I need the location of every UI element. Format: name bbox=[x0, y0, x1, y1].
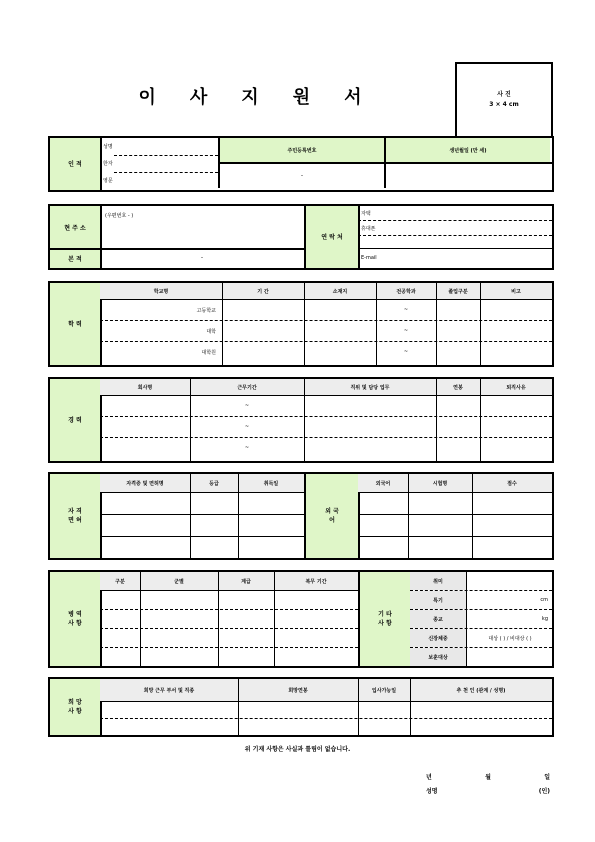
career-header-company: 회사명 bbox=[100, 379, 190, 395]
name-hanja-field[interactable]: 한자 bbox=[103, 161, 113, 167]
career-section bbox=[48, 377, 554, 463]
military-header-branch: 군별 bbox=[140, 572, 218, 590]
misc-row-religion: 종교 bbox=[410, 610, 466, 628]
career-header-salary: 연봉 bbox=[436, 379, 480, 395]
name-korean-field[interactable]: 성명 bbox=[103, 144, 113, 150]
confirmation-statement: 위 기재 사항은 사실과 틀림이 없습니다. bbox=[244, 746, 351, 753]
desired-label: 희 망 사 항 bbox=[50, 679, 102, 735]
license-section bbox=[48, 472, 554, 560]
edu-header-graduation: 졸업구분 bbox=[436, 283, 480, 299]
domicile-input[interactable]: – bbox=[200, 255, 204, 261]
edu-period-1[interactable]: ~ bbox=[403, 307, 409, 313]
mobile-phone-field[interactable]: 휴대폰 bbox=[361, 225, 376, 232]
photo-box[interactable] bbox=[455, 62, 553, 138]
lang-header-test: 시험명 bbox=[408, 474, 472, 492]
military-section bbox=[48, 570, 554, 668]
edu-header-major: 전공학과 bbox=[376, 283, 436, 299]
career-header-period: 근무기간 bbox=[190, 379, 304, 395]
misc-row-veteran: 보훈대상 bbox=[410, 648, 466, 666]
personal-label: 인 적 bbox=[50, 138, 102, 190]
license-header-date: 취득일 bbox=[238, 474, 304, 492]
photo-label: 사 진 bbox=[497, 91, 511, 98]
education-label: 학 력 bbox=[50, 283, 102, 365]
career-header-reason: 퇴직사유 bbox=[480, 379, 552, 395]
edu-row-university[interactable]: 대학 bbox=[206, 328, 216, 335]
misc-row-skill: 특기 bbox=[410, 591, 466, 609]
email-field[interactable]: E-mail bbox=[361, 254, 377, 261]
license-header-name: 자격증 및 면허명 bbox=[100, 474, 190, 492]
title-char: 지 bbox=[241, 87, 259, 108]
document-title bbox=[60, 72, 440, 120]
misc-label: 기 타 사 항 bbox=[358, 572, 412, 666]
signature-line[interactable]: 성명 (인) bbox=[426, 788, 550, 795]
address-input[interactable]: (우편번호 - ) bbox=[105, 212, 134, 219]
edu-row-highschool[interactable]: 고등학교 bbox=[196, 307, 216, 314]
title-char: 이 bbox=[138, 87, 156, 108]
title-char: 원 bbox=[292, 87, 311, 108]
misc-value-height-weight[interactable]: 대상 ( ) / 비대상 ( ) bbox=[488, 635, 532, 642]
license-header-grade: 등급 bbox=[190, 474, 238, 492]
resident-number-label: 주민등록번호 bbox=[220, 138, 384, 162]
misc-value-skill[interactable]: cm bbox=[540, 597, 548, 603]
birth-date-input[interactable] bbox=[386, 164, 550, 188]
career-period-3[interactable]: ~ bbox=[244, 445, 250, 451]
edu-header-location: 소재지 bbox=[304, 283, 376, 299]
address-label: 현 주 소 bbox=[50, 206, 102, 250]
career-header-duty: 직위 및 담당 업무 bbox=[304, 379, 436, 395]
resident-number-input[interactable]: – bbox=[300, 173, 304, 179]
edu-period-3[interactable]: ~ bbox=[403, 349, 409, 355]
desired-header-salary: 희망연봉 bbox=[238, 679, 358, 701]
desired-section bbox=[48, 677, 554, 737]
career-period-2[interactable]: ~ bbox=[244, 424, 250, 430]
misc-row-height-weight: 신장체중 bbox=[410, 629, 466, 647]
lang-header-language: 외국어 bbox=[358, 474, 408, 492]
photo-size: 3 × 4 cm bbox=[489, 101, 519, 108]
lang-header-score: 점수 bbox=[472, 474, 552, 492]
license-label: 자 격 면 허 bbox=[50, 474, 102, 558]
language-label: 외 국 어 bbox=[304, 474, 360, 558]
title-char: 서 bbox=[344, 87, 362, 108]
edu-header-school: 학교명 bbox=[100, 283, 222, 299]
home-phone-field[interactable]: 자택 bbox=[361, 210, 371, 217]
name-english-field[interactable]: 영문 bbox=[103, 177, 113, 184]
edu-period-2[interactable]: ~ bbox=[403, 328, 409, 334]
military-header-period: 복무 기간 bbox=[274, 572, 358, 590]
date-line[interactable]: 년 월 일 bbox=[426, 774, 550, 781]
contact-section bbox=[48, 204, 554, 270]
misc-row-hobby: 취미 bbox=[410, 572, 466, 590]
military-label: 병 역 사 항 bbox=[50, 572, 102, 666]
seal-mark: (인) bbox=[538, 788, 550, 795]
edu-header-note: 비고 bbox=[480, 283, 552, 299]
desired-header-dept: 희망 근무 부서 및 직종 bbox=[100, 679, 238, 701]
education-section bbox=[48, 281, 554, 367]
career-label: 경 력 bbox=[50, 379, 102, 461]
domicile-label: 본 적 bbox=[50, 250, 102, 268]
edu-header-period: 기 간 bbox=[222, 283, 304, 299]
personal-section bbox=[48, 136, 554, 192]
birth-date-label: 생년월일 (만 세) bbox=[386, 138, 550, 162]
edu-row-graduate[interactable]: 대학원 bbox=[201, 349, 216, 356]
title-char: 사 bbox=[189, 87, 208, 108]
misc-value-religion[interactable]: kg bbox=[541, 616, 548, 622]
military-header-rank: 계급 bbox=[218, 572, 274, 590]
desired-header-referrer: 추 천 인 (관계 / 성명) bbox=[410, 679, 552, 701]
career-period-1[interactable]: ~ bbox=[244, 403, 250, 409]
desired-header-startdate: 입사가능일 bbox=[358, 679, 410, 701]
military-header-type: 구분 bbox=[100, 572, 140, 590]
contact-label: 연 락 처 bbox=[304, 206, 360, 268]
